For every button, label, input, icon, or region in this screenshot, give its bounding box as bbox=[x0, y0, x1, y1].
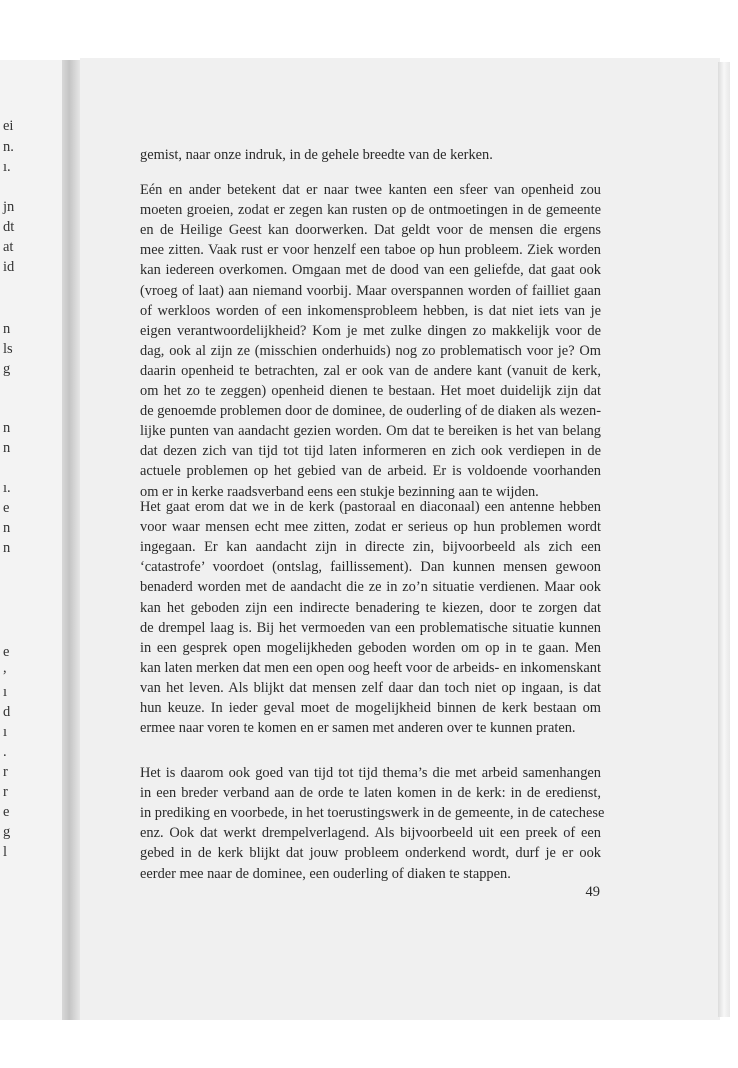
text-line: kan laten merken dat men een open oog heeft voor de arbeids- en inkomenskant bbox=[140, 659, 601, 676]
text-line: lijke punten van aandacht gezien worden. Om dat te bereiken is het van belang bbox=[140, 423, 601, 440]
left-page-fragment: g bbox=[3, 824, 11, 840]
left-page-fragment: r bbox=[3, 764, 8, 780]
page-edge bbox=[718, 62, 730, 1017]
text-line: eerder mee naar de dominee, een ouderling of diaken te stappen. bbox=[140, 865, 511, 882]
text-line: enz. Ook dat werkt drempelverlagend. Als bijvoorbeeld uit een preek of een bbox=[140, 825, 601, 842]
left-page-fragment: ı. bbox=[3, 159, 11, 175]
text-line: gemist, naar onze indruk, in de gehele breedte van de kerken. bbox=[140, 147, 493, 163]
book-spine bbox=[62, 60, 80, 1020]
text-line: gebed in de kerk blijkt dat jouw probleem onderkend wordt, durf je er ook bbox=[140, 845, 601, 862]
text-line: of werkloos worden of een inkomensprobleem hebben, is dat niet iets van je bbox=[140, 302, 601, 319]
left-page-fragment: . bbox=[3, 744, 7, 760]
text-line: om het zo te zeggen) openheid dienen te bestaan. Het moet duidelijk zijn dat bbox=[140, 383, 601, 399]
text-line: (vroeg of laat) aan niemand voorbij. Maar overspannen worden of failliet gaan bbox=[140, 282, 601, 299]
text-line: de genoemde problemen door de dominee, de ouderling of de diaken als wezen- bbox=[140, 403, 601, 420]
left-page-fragment: ı. bbox=[3, 480, 11, 496]
text-line: en de Heilige Geest kan doorwerken. Dat geldt voor de mensen die ergens bbox=[140, 222, 601, 239]
text-line: mee zitten. Vaak rust er voor henzelf een taboe op hun probleem. Ziek worden bbox=[140, 242, 601, 259]
text-line: in een gesprek open mogelijkheden geboden worden om op in te gaan. Men bbox=[140, 639, 601, 656]
left-page-fragment: e bbox=[3, 644, 10, 660]
left-page-fragment: n bbox=[3, 321, 11, 337]
text-line: voor waar mensen echt mee zitten, zodat er serieus op hun problemen wordt bbox=[140, 519, 601, 536]
text-line: de drempel laag is. Bij het vermoeden van een problematische situatie kunnen bbox=[140, 619, 601, 636]
text-line: daarin openheid te betrachten, zal er ook van de andere kant (vanuit de kerk, bbox=[140, 362, 601, 379]
text-line: Het is daarom ook goed van tijd tot tijd thema’s die met arbeid samenhangen bbox=[140, 765, 601, 781]
left-page-fragment: ı bbox=[3, 724, 8, 740]
left-page-fragment: n bbox=[3, 420, 11, 436]
text-line: ermee naar voren te komen en er samen met anderen over te kunnen praten. bbox=[140, 720, 576, 737]
text-line: Het gaat erom dat we in de kerk (pastoraal en diaconaal) een antenne hebben bbox=[140, 499, 601, 515]
left-page-fragment: ls bbox=[3, 341, 13, 357]
text-line: in prediking en voorbede, in het toerustingswerk in de gemeente, in de catechese bbox=[140, 805, 605, 822]
text-line: benaderd worden met de aandacht die ze in zo’n situatie verdienen. Maar ook bbox=[140, 579, 601, 596]
left-page-fragment: at bbox=[3, 239, 14, 255]
text-line: actuele problemen op het gebied van de arbeid. Er is voldoende voorhanden bbox=[140, 463, 601, 480]
text-line: kan het geboden zijn een indirecte benadering te kiezen, door te zorgen dat bbox=[140, 599, 601, 616]
left-page-fragment: ı bbox=[3, 684, 8, 700]
left-page-fragment: ei bbox=[3, 118, 14, 134]
left-page-fragment: n bbox=[3, 520, 11, 536]
left-page-fragment: n bbox=[3, 440, 11, 456]
text-line: in een breder verband aan de orde te laten komen in de kerk: in de eredienst, bbox=[140, 785, 601, 802]
left-page-fragment: id bbox=[3, 259, 15, 275]
text-line: hun keuze. In ieder geval moet de mogelijkheid binnen de kerk bestaan om bbox=[140, 700, 601, 716]
left-page-fragment: , bbox=[3, 660, 7, 676]
text-line: ‘catastrofe’ voordoet (ontslag, faillissement). Dan kunnen mensen gewoon bbox=[140, 559, 601, 576]
left-page-fragment: dt bbox=[3, 219, 15, 235]
text-line: eigen verantwoordelijkheid? Kom je met zulke dingen zo makkelijk voor de bbox=[140, 322, 601, 339]
text-line: kan iedereen overkomen. Omgaan met de dood van een geliefde, dat gaat ook bbox=[140, 262, 601, 279]
text-line: dag, ook al zijn ze (misschien onderhuids) nog zo problematisch voor je? Om bbox=[140, 342, 601, 359]
left-page-fragment: g bbox=[3, 361, 11, 377]
text-line: ingegaan. Er kan aandacht zijn in directe zin, bijvoorbeeld als zich een bbox=[140, 539, 601, 556]
page-number: 49 bbox=[585, 884, 600, 900]
text-line: om er in kerke raadsverband eens een stukje bezinning aan te wijden. bbox=[140, 483, 539, 500]
text-line: moeten groeien, zodat er zegen kan rusten op de ontmoetingen in de gemeente bbox=[140, 202, 601, 219]
left-page-fragment: l bbox=[3, 844, 8, 860]
left-page-fragment: d bbox=[3, 704, 11, 720]
text-line: Eén en ander betekent dat er naar twee kanten een sfeer van openheid zou bbox=[140, 182, 601, 198]
left-page-fragment: jn bbox=[3, 199, 15, 215]
left-page-fragment: e bbox=[3, 500, 10, 516]
left-page-fragment: n. bbox=[3, 139, 14, 155]
text-line: dat dezen zich van tijd tot tijd laten informeren en zich ook verdiepen in de bbox=[140, 443, 601, 460]
left-page-fragment: e bbox=[3, 804, 10, 820]
text-line: van het leven. Als blijkt dat mensen zelf daar dan toch niet op ingaan, is dat bbox=[140, 679, 601, 696]
left-page-fragment: r bbox=[3, 784, 8, 800]
left-page-fragment: n bbox=[3, 540, 11, 556]
